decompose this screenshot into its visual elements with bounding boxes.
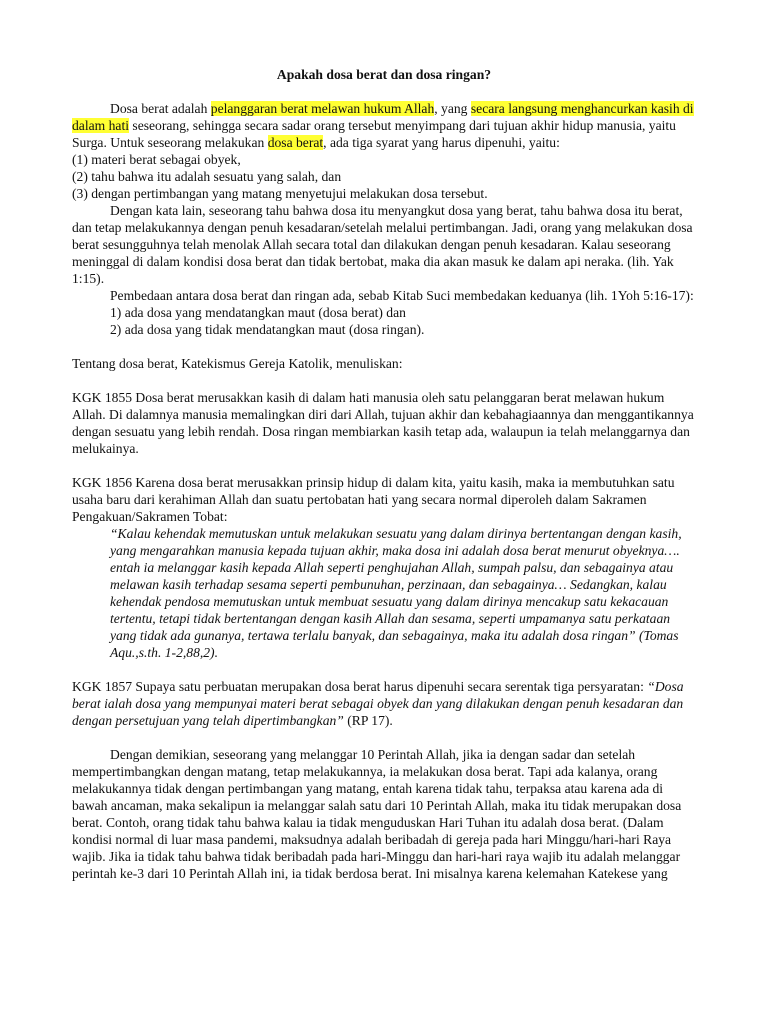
text-run: KGK 1857 Supaya satu perbuatan merupakan dosa berat harus dipenuhi secara serentak tiga persyaratan: [72, 679, 648, 694]
list-item: 1) ada dosa yang mendatangkan maut (dosa berat) dan [110, 305, 406, 320]
highlight-3: dosa berat [267, 135, 324, 150]
paragraph-definition [72, 100, 696, 151]
quote-text: “Kalau kehendak memutuskan untuk melakukan sesuatu yang dalam dirinya bertentangan dengan kasih, yang mengarahkan manusia kepada tujuan akhir, maka dosa ini adalah dosa berat menurut obyeknya…. entah ia melanggar kasih kepada Allah seperti penghujahan Allah, sumpah palsu, dan sebagainya atau melawan kasih terhadap sesama seperti pembunuhan, perzinaan, dan sebagainya… Sedangkan, kalau kehendak pendosa memutuskan untuk membuat sesuatu yang dalam dirinya mencakup satu kekacauan tertentu, tetapi tidak bertentangan dengan kasih Allah dan sesama, seperti umpamanya satu perkataan yang tidak ada gunanya, tertawa terlalu banyak, dan sebagainya, maka itu adalah dosa ringan” (Tomas Aqu.,s.th. 1-2,88,2). [110, 526, 682, 660]
spacer [72, 372, 696, 389]
spacer [72, 457, 696, 474]
list-item: (3) dengan pertimbangan yang matang menyetujui melakukan dosa tersebut. [72, 186, 488, 201]
highlight-1: pelanggaran berat melawan hukum Allah [210, 101, 435, 116]
quote-text: “Dosa berat ialah dosa yang mempunyai materi berat sebagai obyek dan yang dilakukan dengan penuh kesadaran dan dengan persetujuan yang telah dipertimbangkan” [72, 679, 684, 728]
list-item: (2) tahu bahwa itu adalah sesuatu yang salah, dan [72, 169, 342, 184]
highlight-2: secara langsung menghancurkan kasih di dalam hati [72, 101, 694, 133]
spacer [72, 729, 696, 746]
paragraph-explanation: Dengan kata lain, seseorang tahu bahwa dosa itu menyangkut dosa yang berat, tahu bahwa dosa itu berat, dan tetap melakukannya dengan penuh kesadaran/setelah melalui pertimbangan. Jadi, orang yang melakukan dosa berat sesungguhnya telah menolak Allah secara total dan dilakukan dengan penuh kesadaran. Kalau seseorang meninggal di dalam kondisi dosa berat dan tidak bertobat, maka dia akan masuk ke dalam api neraka. (lih. Yak 1:15). [72, 203, 693, 286]
block-quote [72, 525, 696, 661]
spacer [72, 661, 696, 678]
paragraph-conclusion: Dengan demikian, seseorang yang melanggar 10 Perintah Allah, jika ia dengan sadar dan setelah mempertimbangkan dengan matang, tetap melakukannya, ia melakukan dosa berat. Tapi ada kalanya, orang melakukannya tidak dengan pertimbangan yang matang, entah karena tidak tahu, terpaksa atau karena ada di bawah ancaman, maka sekalipun ia melanggar salah satu dari 10 Perintah Allah, maka itu tidak merupakan dosa berat. Contoh, orang tidak tahu bahwa kalau ia tidak menguduskan Hari Tuhan itu adalah dosa berat. (Dalam kondisi normal di luar masa pandemi, maksudnya adalah beribadah di gereja pada hari Minggu/hari-hari Raya wajib. Jika ia tidak tahu bahwa tidak beribadah pada hari-Minggu dan hari-hari raya wajib itu adalah melanggar perintah ke-3 dari 10 Perintah Allah ini, ia tidak berdosa berat. Ini misalnya karena kelemahan Katekese yang [72, 747, 682, 881]
list-item: (1) materi berat sebagai obyek, [72, 152, 241, 167]
spacer [72, 338, 696, 355]
document-title: Apakah dosa berat dan dosa ringan? [276, 67, 492, 82]
list-item: 2) ada dosa yang tidak mendatangkan maut (dosa ringan). [110, 322, 425, 337]
paragraph-distinction: Pembedaan antara dosa berat dan ringan ada, sebab Kitab Suci membedakan keduanya (lih. 1Yoh 5:16-17): [110, 288, 694, 303]
paragraph-catechism-intro: Tentang dosa berat, Katekismus Gereja Katolik, menuliskan: [72, 356, 403, 371]
text-run: seseorang, sehingga secara sadar orang tersebut menyimpang dari tujuan akhir hidup manusia, yaitu Surga. Untuk seseorang melakukan [72, 118, 676, 150]
text-run: , ada tiga syarat yang harus dipenuhi, yaitu: [323, 135, 560, 150]
paragraph-kgk-1856: KGK 1856 Karena dosa berat merusakkan prinsip hidup di dalam kita, yaitu kasih, maka ia membutuhkan satu usaha baru dari kerahiman Allah dan suatu pertobatan hati yang secara normal diperoleh dalam Sakramen Pengakuan/Sakramen Tobat: [72, 475, 675, 524]
text-run: Dosa berat adalah [110, 101, 211, 116]
text-run: (RP 17). [343, 713, 393, 728]
text-run: , yang [434, 101, 471, 116]
paragraph-kgk-1857 [72, 678, 696, 729]
paragraph-kgk-1855: KGK 1855 Dosa berat merusakkan kasih di dalam hati manusia oleh satu pelanggaran berat melawan hukum Allah. Di dalamnya manusia memalingkan diri dari Allah, tujuan akhir dan kebahagiaannya dan menggantikannya dengan sesuatu yang lebih rendah. Dosa ringan membiarkan kasih tetap ada, walaupun ia telah melanggarnya dan melukainya. [72, 390, 694, 456]
